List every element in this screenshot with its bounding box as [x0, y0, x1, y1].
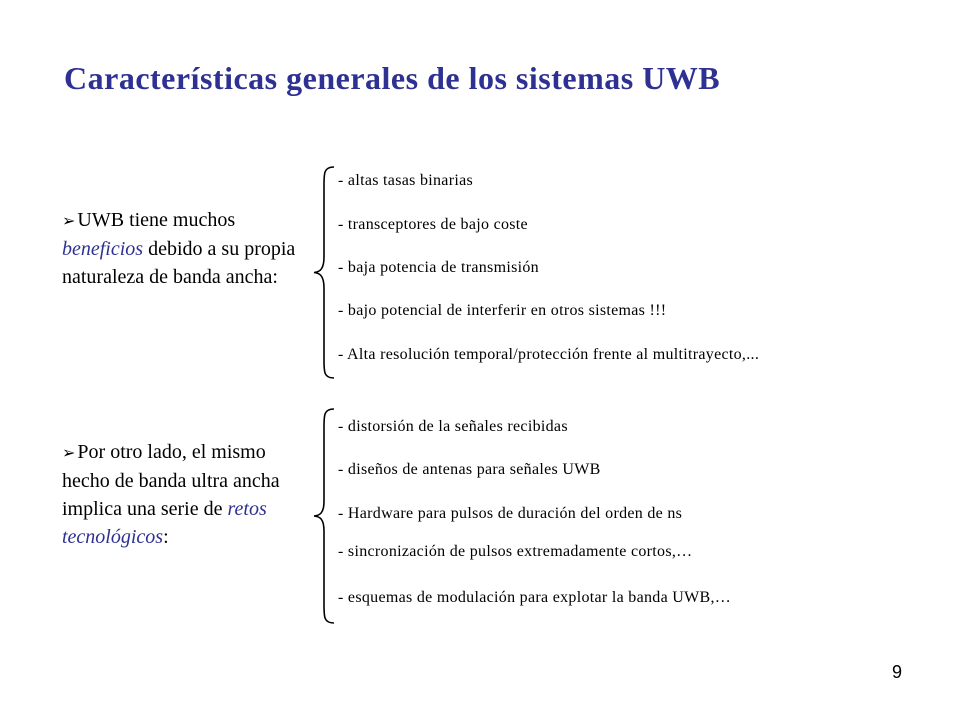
curly-brace-icon	[312, 165, 338, 380]
list-item: - diseños de antenas para señales UWB	[338, 461, 601, 478]
benefits-statement	[62, 206, 302, 291]
challenges-text-before: Por otro lado, el mismo hecho de banda ultra ancha implica una serie de	[62, 441, 280, 520]
benefits-text-after: debido a su propia naturaleza de banda ancha:	[62, 238, 296, 288]
arrow-bullet-icon: ➢	[62, 211, 76, 230]
challenges-text-after: :	[163, 526, 169, 548]
list-item: - transceptores de bajo coste	[338, 216, 528, 233]
challenges-statement	[62, 438, 302, 551]
slide-title: Características generales de los sistemas UWB	[64, 60, 721, 96]
list-item: - baja potencia de transmisión	[338, 259, 539, 276]
benefits-text-before: UWB tiene muchos	[77, 209, 236, 231]
list-item: - sincronización de pulsos extremadamente cortos,…	[338, 543, 693, 560]
list-item: - distorsión de la señales recibidas	[338, 418, 568, 435]
benefits-highlight: beneficios	[62, 238, 144, 260]
page-number: 9	[891, 662, 902, 682]
arrow-bullet-icon: ➢	[62, 443, 76, 462]
list-item: - esquemas de modulación para explotar la banda UWB,…	[338, 589, 732, 606]
list-item: - Alta resolución temporal/protección frente al multitrayecto,...	[338, 346, 760, 363]
list-item: - bajo potencial de interferir en otros sistemas !!!	[338, 302, 667, 319]
curly-brace-icon	[312, 407, 338, 625]
list-item: - altas tasas binarias	[338, 172, 473, 189]
challenges-highlight: retos tecnológicos	[62, 498, 267, 548]
list-item: - Hardware para pulsos de duración del orden de ns	[338, 505, 683, 522]
